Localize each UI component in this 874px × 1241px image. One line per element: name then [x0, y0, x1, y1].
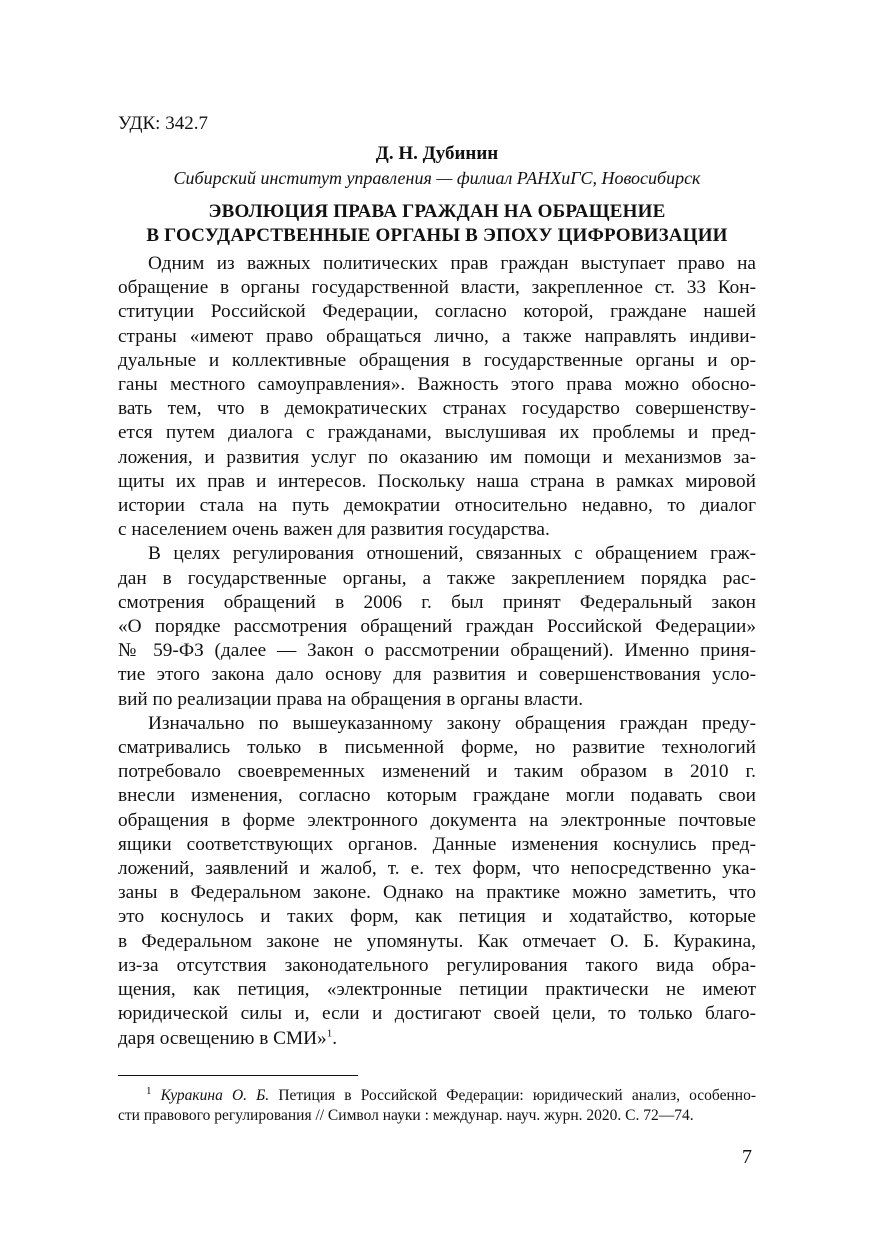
page-content [118, 112, 756, 1126]
article-title [118, 200, 756, 248]
article-title-line: В ГОСУДАРСТВЕННЫЕ ОРГАНЫ В ЭПОХУ ЦИФРОВИЗАЦИИ [146, 225, 728, 246]
udk-code: УДК: 342.7 [118, 113, 208, 134]
text-line: с населением очень важен для развития государства. [118, 519, 550, 541]
footnote-text: Петиция в Российской Федерации: юридический анализ, особенно- [278, 1086, 756, 1104]
text-line: вий по реализации права на обращения в органы власти. [118, 688, 584, 710]
text-line: ложения, и развития услуг по оказанию им помощи и механизмов за- [118, 446, 756, 468]
text-line: это коснулось и таких форм, как петиция и ходатайство, которые [118, 906, 756, 928]
text-line: Одним из важных политических прав граждан выступает право на [148, 253, 756, 274]
paragraph-1 [118, 252, 756, 542]
text-line: смотрения обращений в 2006 г. был принят Федеральный закон [118, 591, 756, 613]
text-line-last: даря освещению в СМИ»$^1$. [118, 1027, 338, 1049]
paragraph-2 [118, 542, 756, 711]
text-line: дан в государственные органы, а также закреплением порядка рас- [118, 567, 756, 589]
article-title-line: ЭВОЛЮЦИЯ ПРАВА ГРАЖДАН НА ОБРАЩЕНИЕ [208, 201, 666, 222]
footnote [118, 1086, 756, 1126]
footnote-line: сти правового регулирования // Символ науки : междунар. науч. журн. 2020. С. 72—74. [118, 1106, 694, 1124]
text-line: № 59-ФЗ (далее — Закон о рассмотрении обращений). Именно приня- [118, 640, 756, 662]
text-line: ящики соответствующих органов. Данные изменения коснулись пред- [118, 833, 756, 855]
text-line: внесли изменения, согласно которым граждане могли подавать свои [118, 785, 756, 807]
text-line: заны в Федеральном законе. Однако на практике можно заметить, что [118, 882, 756, 904]
author-affiliation: Сибирский институт управления — филиал РАНХиГС, Новосибирск [173, 168, 701, 188]
text-line: щиты их прав и интересов. Поскольку наша страна в рамках мировой [118, 470, 756, 492]
text-line: тие этого закона дало основу для развития и совершенствования усло- [118, 664, 756, 686]
text-line: дуальные и коллективные обращения в государственные органы и ор- [118, 349, 756, 371]
text-line: из-за отсутствия законодательного регулирования такого вида обра- [118, 954, 756, 976]
text-line: ганы местного самоуправления». Важность этого права можно обосно- [118, 374, 756, 396]
text-line: истории стала на путь демократии относительно недавно, то диалог [118, 495, 756, 517]
text-line: обращение в органы государственной власти, закрепленное ст. 33 Кон- [118, 277, 756, 299]
text-line: «О порядке рассмотрения обращений граждан Российской Федерации» [118, 616, 756, 638]
text-line: в Федеральном законе не упомянуты. Как отмечает О. Б. Куракина, [118, 930, 756, 952]
footnote-line [118, 1086, 756, 1106]
footnote-divider [118, 1075, 358, 1076]
text-line: ложений, заявлений и жалоб, т. е. тех форм, что непосредственно ука- [118, 858, 756, 880]
text-line: юридической силы и, если и достигают своей цели, то только благо- [118, 1003, 756, 1025]
text-line: страны «имеют право обращаться лично, а также направлять индиви- [118, 325, 756, 347]
text-line: потребовало своевременных изменений и таким образом в 2010 г. [118, 761, 756, 783]
footnote-reference[interactable]: 1 [326, 1027, 333, 1040]
text-line: В целях регулирования отношений, связанных с обращением граж- [148, 543, 756, 565]
text-line: ется путем диалога с гражданами, выслушивая их проблемы и пред- [118, 422, 756, 444]
author-name: Д. Н. Дубинин [375, 143, 499, 164]
footnote-marker: 1 [146, 1084, 152, 1097]
text-line: ституции Российской Федерации, согласно которой, граждане нашей [118, 301, 756, 323]
text-line: сматривались только в письменной форме, но развитие технологий [118, 737, 756, 759]
footnote-author: Куракина О. Б. [160, 1086, 270, 1104]
text-line: Изначально по вышеуказанному закону обращения граждан преду- [148, 712, 756, 734]
text-line: вать тем, что в демократических странах государство совершенству- [118, 398, 756, 420]
page-number: 7 [742, 1146, 752, 1168]
text-line: обращения в форме электронного документа на электронные почтовые [118, 809, 756, 831]
paragraph-3 [118, 712, 756, 1051]
text-line: щения, как петиция, «электронные петиции практически не имеют [118, 979, 756, 1001]
article-body [118, 252, 756, 1051]
text-line: даря освещению в СМИ» [118, 1027, 327, 1049]
